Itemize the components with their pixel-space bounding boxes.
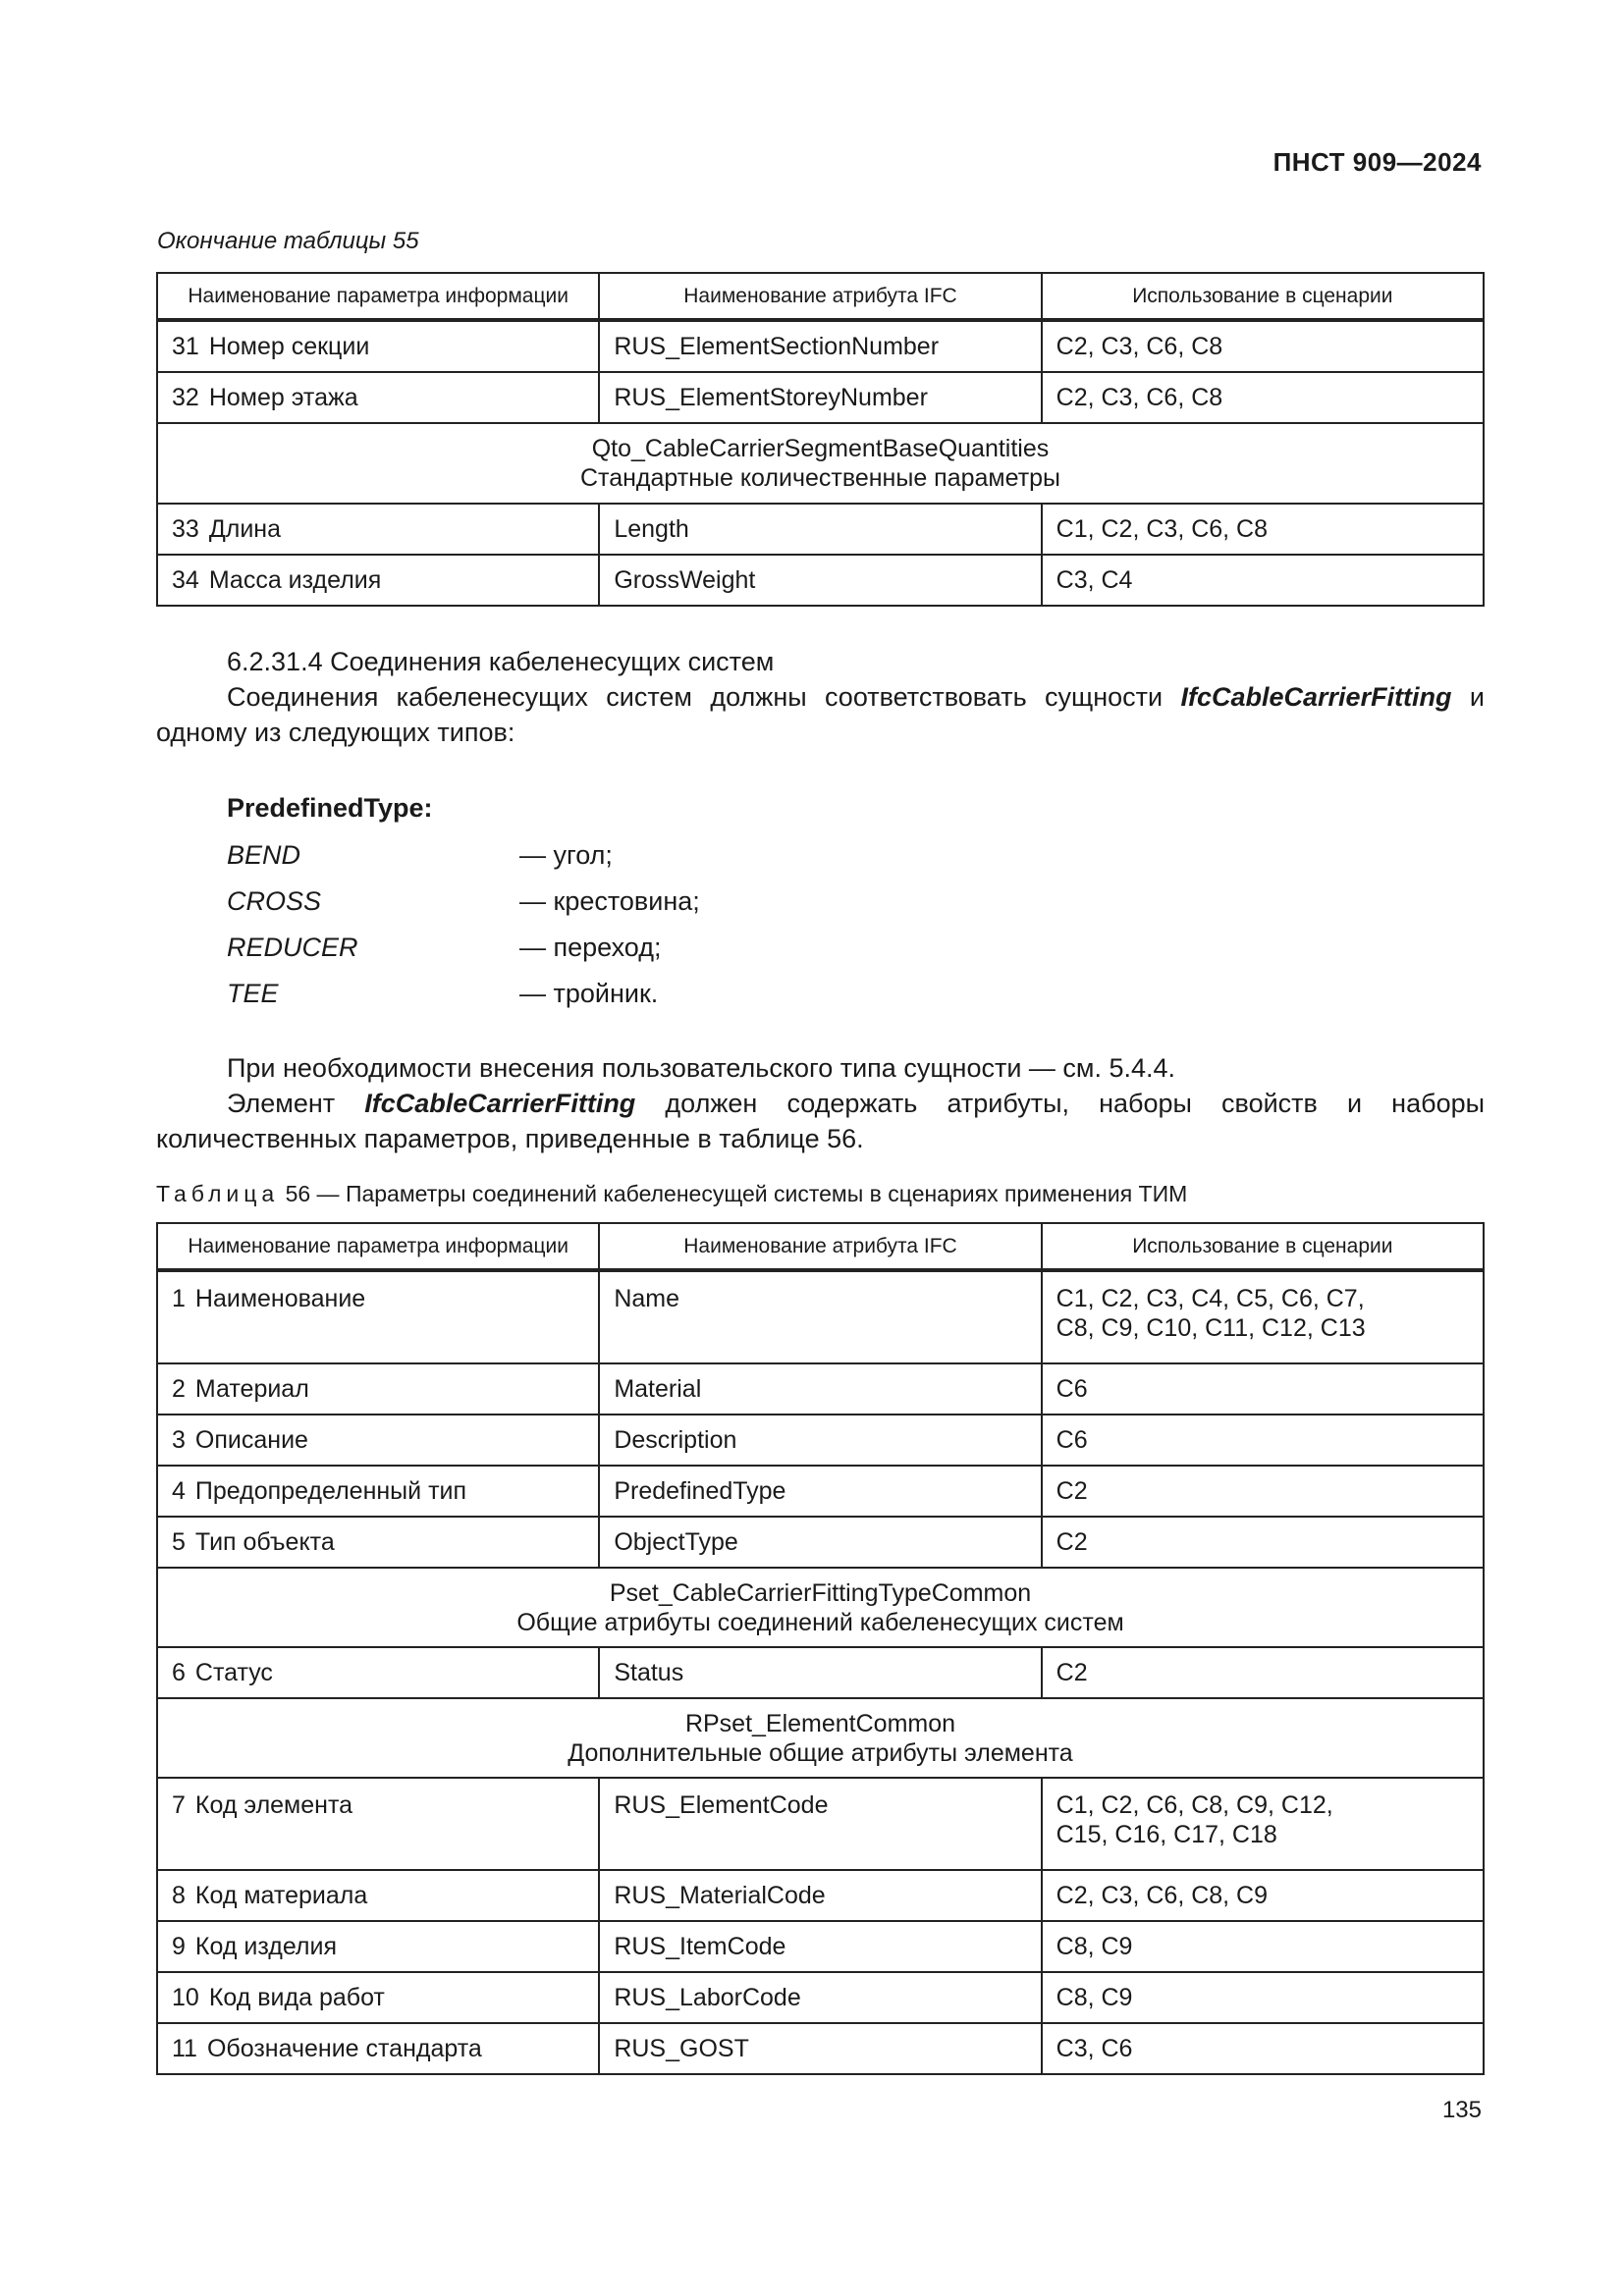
table-row [157,2023,1484,2074]
table-row [157,372,1484,423]
entity-name: IfcCableCarrierFitting [1180,682,1452,712]
section-paragraph: При необходимости внесения пользовательского типа сущности — см. 5.4.4. [227,1053,1176,1083]
param-name-cell [157,1972,599,2023]
scenario-line: C15, C16, C17, C18 [1056,1821,1277,1848]
group-set-name: Qto_CableCarrierSegmentBaseQuantities [591,435,1050,462]
param-name-cell [157,1363,599,1415]
scenario-cell: C8, C9 [1042,1972,1484,2023]
predefined-type-item [227,840,613,871]
scenario-line: C1, C2, C6, C8, C9, C12, [1056,1791,1333,1819]
row-number: 8 [172,1881,186,1909]
param-name: Номер секции [208,332,370,360]
row-number: 32 [172,383,199,411]
param-name: Материал [194,1374,309,1403]
group-set-name: Pset_CableCarrierFittingTypeCommon [609,1578,1032,1607]
row-number: 6 [172,1658,186,1686]
param-name-cell [157,320,599,372]
section-heading: 6.2.31.4 Соединения кабеленесущих систем [227,647,775,676]
group-description: Стандартные количественные параметры [579,464,1061,492]
table-row [157,504,1484,555]
param-name: Тип объекта [194,1527,335,1556]
scenario-cell: C3, C4 [1042,555,1484,606]
scenario-line: C8, C9, C10, C11, C12, C13 [1056,1314,1366,1342]
row-number: 2 [172,1374,186,1403]
param-name: Код вида работ [208,1983,385,2011]
table-group-row [157,1698,1484,1778]
scenario-cell: C8, C9 [1042,1921,1484,1972]
param-name-cell [157,1466,599,1517]
param-name: Код изделия [194,1932,337,1960]
row-number: 7 [172,1791,186,1819]
param-name: Наименование [194,1285,366,1312]
predefined-type-item [227,933,661,963]
param-name: Описание [194,1425,308,1454]
ifc-attribute-cell: GrossWeight [599,555,1041,606]
ifc-attribute-cell: RUS_LaborCode [599,1972,1041,2023]
group-description: Дополнительные общие атрибуты элемента [568,1738,1073,1767]
param-name-cell [157,1647,599,1698]
section-paragraph [156,1086,1485,1156]
section-paragraph [156,679,1485,750]
param-name: Предопределенный тип [194,1476,467,1505]
scenario-cell: C6 [1042,1415,1484,1466]
table-row [157,1466,1484,1517]
table-row [157,1972,1484,2023]
scenario-cell: C2, C3, C6, C8 [1042,372,1484,423]
param-name-cell [157,1415,599,1466]
table-row [157,1517,1484,1568]
group-cell [157,1568,1484,1647]
scenario-cell: C2 [1042,1647,1484,1698]
predefined-type-label: PredefinedType: [227,793,433,823]
ifc-attribute-cell: PredefinedType [599,1466,1041,1517]
ifc-attribute-cell: RUS_ElementSectionNumber [599,320,1041,372]
table-56-caption [156,1181,1187,1207]
param-name-cell [157,1778,599,1870]
group-cell [157,1698,1484,1778]
table-header-row [157,273,1484,320]
group-description: Общие атрибуты соединений кабеленесущих систем [516,1608,1124,1636]
table-row [157,1270,1484,1363]
row-number: 34 [172,565,199,594]
ifc-attribute-cell: Name [599,1270,1041,1363]
type-description: — переход; [519,933,662,962]
param-name: Обозначение стандарта [206,2034,482,2062]
predefined-type-item [227,886,700,917]
column-header: Наименование параметра информации [157,273,599,320]
ifc-attribute-cell: RUS_GOST [599,2023,1041,2074]
scenario-cell: C2, C3, C6, C8, C9 [1042,1870,1484,1921]
scenario-cell: C2, C3, C6, C8 [1042,320,1484,372]
row-number: 3 [172,1425,186,1454]
ifc-attribute-cell: Material [599,1363,1041,1415]
row-number: 11 [172,2034,197,2062]
column-header: Использование в сценарии [1042,1223,1484,1270]
predefined-type-item [227,979,658,1009]
scenario-cell: C2 [1042,1466,1484,1517]
type-description: — тройник. [519,979,659,1008]
table-row [157,1363,1484,1415]
param-name-cell [157,1921,599,1972]
scenario-cell: C1, C2, C3, C6, C8 [1042,504,1484,555]
param-name-cell [157,1517,599,1568]
table-row [157,1778,1484,1870]
column-header: Наименование атрибута IFC [599,273,1041,320]
table-row [157,555,1484,606]
table-row [157,320,1484,372]
table-row [157,1870,1484,1921]
table-55-continuation-caption: Окончание таблицы 55 [157,228,419,254]
type-name: BEND [227,840,301,870]
row-number: 1 [172,1285,186,1312]
param-name-cell [157,1870,599,1921]
group-cell [157,423,1484,504]
column-header: Наименование атрибута IFC [599,1223,1041,1270]
param-name-cell [157,372,599,423]
page-number: 135 [1441,2097,1482,2123]
ifc-attribute-cell: RUS_MaterialCode [599,1870,1041,1921]
ifc-attribute-cell: Length [599,504,1041,555]
table-row [157,1921,1484,1972]
ifc-attribute-cell: Status [599,1647,1041,1698]
paragraph-text: и одному из следующих типов: [156,682,1485,747]
table-header-row [157,1223,1484,1270]
param-name: Номер этажа [208,383,358,411]
ifc-attribute-cell: RUS_ElementStoreyNumber [599,372,1041,423]
ifc-attribute-cell: ObjectType [599,1517,1041,1568]
table-row [157,1415,1484,1466]
ifc-attribute-cell: Description [599,1415,1041,1466]
entity-name: IfcCableCarrierFitting [364,1089,636,1118]
type-name: CROSS [227,886,322,916]
scenario-cell: C2 [1042,1517,1484,1568]
row-number: 4 [172,1476,186,1505]
table-row [157,1647,1484,1698]
type-description: — крестовина; [519,886,700,916]
caption-text: 56 — Параметры соединений кабеленесущей системы в сценариях применения ТИМ [285,1181,1188,1206]
scenario-line: C1, C2, C3, C4, C5, C6, C7, [1056,1285,1365,1312]
paragraph-text: Элемент [227,1089,365,1118]
param-name-cell [157,504,599,555]
scenario-cell: C6 [1042,1363,1484,1415]
param-name-cell [157,555,599,606]
type-name: REDUCER [227,933,358,962]
param-name: Код материала [194,1881,368,1909]
param-name: Длина [208,514,282,543]
document-code: ПНСТ 909—2024 [1272,147,1482,177]
param-name: Масса изделия [208,565,382,594]
table-56 [156,1222,1485,2075]
caption-label: Таблица [156,1181,280,1206]
row-number: 5 [172,1527,186,1556]
row-number: 10 [172,1983,199,2011]
group-set-name: RPset_ElementCommon [684,1709,956,1737]
table-group-row [157,1568,1484,1647]
type-name: TEE [227,979,279,1008]
column-header: Использование в сценарии [1042,273,1484,320]
param-name-cell [157,1270,599,1363]
type-description: — угол; [519,840,613,870]
ifc-attribute-cell: RUS_ItemCode [599,1921,1041,1972]
scenario-cell [1042,1270,1484,1363]
scenario-cell: C3, C6 [1042,2023,1484,2074]
param-name: Код элемента [194,1791,353,1819]
param-name: Статус [194,1658,273,1686]
table-55 [156,272,1485,607]
row-number: 33 [172,514,199,543]
paragraph-text: Соединения кабеленесущих систем должны соответствовать сущности [227,682,1181,712]
scenario-cell [1042,1778,1484,1870]
paragraph-text: должен содержать атрибуты, наборы свойств и наборы количественных параметров, приведенные в таблице 56. [156,1089,1486,1153]
ifc-attribute-cell: RUS_ElementCode [599,1778,1041,1870]
row-number: 9 [172,1932,186,1960]
param-name-cell [157,2023,599,2074]
row-number: 31 [172,332,199,360]
table-group-row [157,423,1484,504]
column-header: Наименование параметра информации [157,1223,599,1270]
